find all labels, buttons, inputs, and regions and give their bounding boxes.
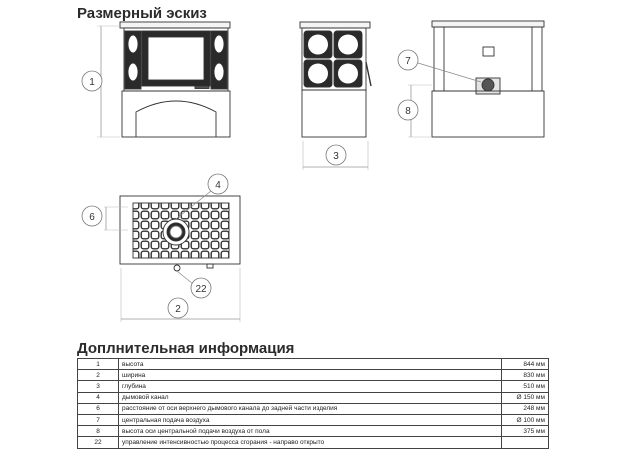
table-row xyxy=(78,370,549,381)
table-row xyxy=(78,403,549,414)
table-row xyxy=(78,414,549,425)
spec-table xyxy=(77,358,549,449)
sketch-title: Размерный эскиз xyxy=(77,5,207,22)
row-value: 844 мм xyxy=(502,359,549,370)
table-row xyxy=(78,381,549,392)
callout-4-label: 4 xyxy=(215,180,221,191)
row-value: 510 мм xyxy=(502,381,549,392)
table-row xyxy=(78,359,549,370)
front-view xyxy=(120,22,230,137)
callout-6-label: 6 xyxy=(89,212,95,223)
row-description: управление интенсивностью процесса сгорания - направо открыто xyxy=(119,437,502,448)
row-number: 22 xyxy=(78,437,119,448)
side-view xyxy=(300,22,371,137)
row-number: 4 xyxy=(78,392,119,403)
row-value: 375 мм xyxy=(502,426,549,437)
table-row xyxy=(78,392,549,403)
callout-1-label: 1 xyxy=(89,77,95,88)
row-number: 6 xyxy=(78,403,119,414)
row-description: высота xyxy=(119,359,502,370)
table-row xyxy=(78,437,549,448)
row-value: Ø 100 мм xyxy=(502,414,549,425)
row-description: ширина xyxy=(119,370,502,381)
row-number: 3 xyxy=(78,381,119,392)
top-view xyxy=(120,196,240,271)
row-number: 2 xyxy=(78,370,119,381)
back-view xyxy=(432,21,544,137)
callout-8-label: 8 xyxy=(405,106,411,117)
table-row xyxy=(78,426,549,437)
row-value: Ø 150 мм xyxy=(502,392,549,403)
row-description: глубина xyxy=(119,381,502,392)
row-number: 8 xyxy=(78,426,119,437)
row-value xyxy=(502,437,549,448)
row-description: высота оси центральной подачи воздуха от пола xyxy=(119,426,502,437)
row-description: дымовой канал xyxy=(119,392,502,403)
row-description: расстояние от оси верхнего дымового канала до задней части изделия xyxy=(119,403,502,414)
callout-7-label: 7 xyxy=(405,56,411,67)
row-number: 1 xyxy=(78,359,119,370)
row-value: 830 мм xyxy=(502,370,549,381)
row-description: центральная подача воздуха xyxy=(119,414,502,425)
row-number: 7 xyxy=(78,414,119,425)
callout-22-label: 22 xyxy=(195,284,207,295)
callout-2-label: 2 xyxy=(175,304,181,315)
callout-3-label: 3 xyxy=(333,151,339,162)
info-title: Доплнительная информация xyxy=(77,340,295,357)
row-value: 248 мм xyxy=(502,403,549,414)
